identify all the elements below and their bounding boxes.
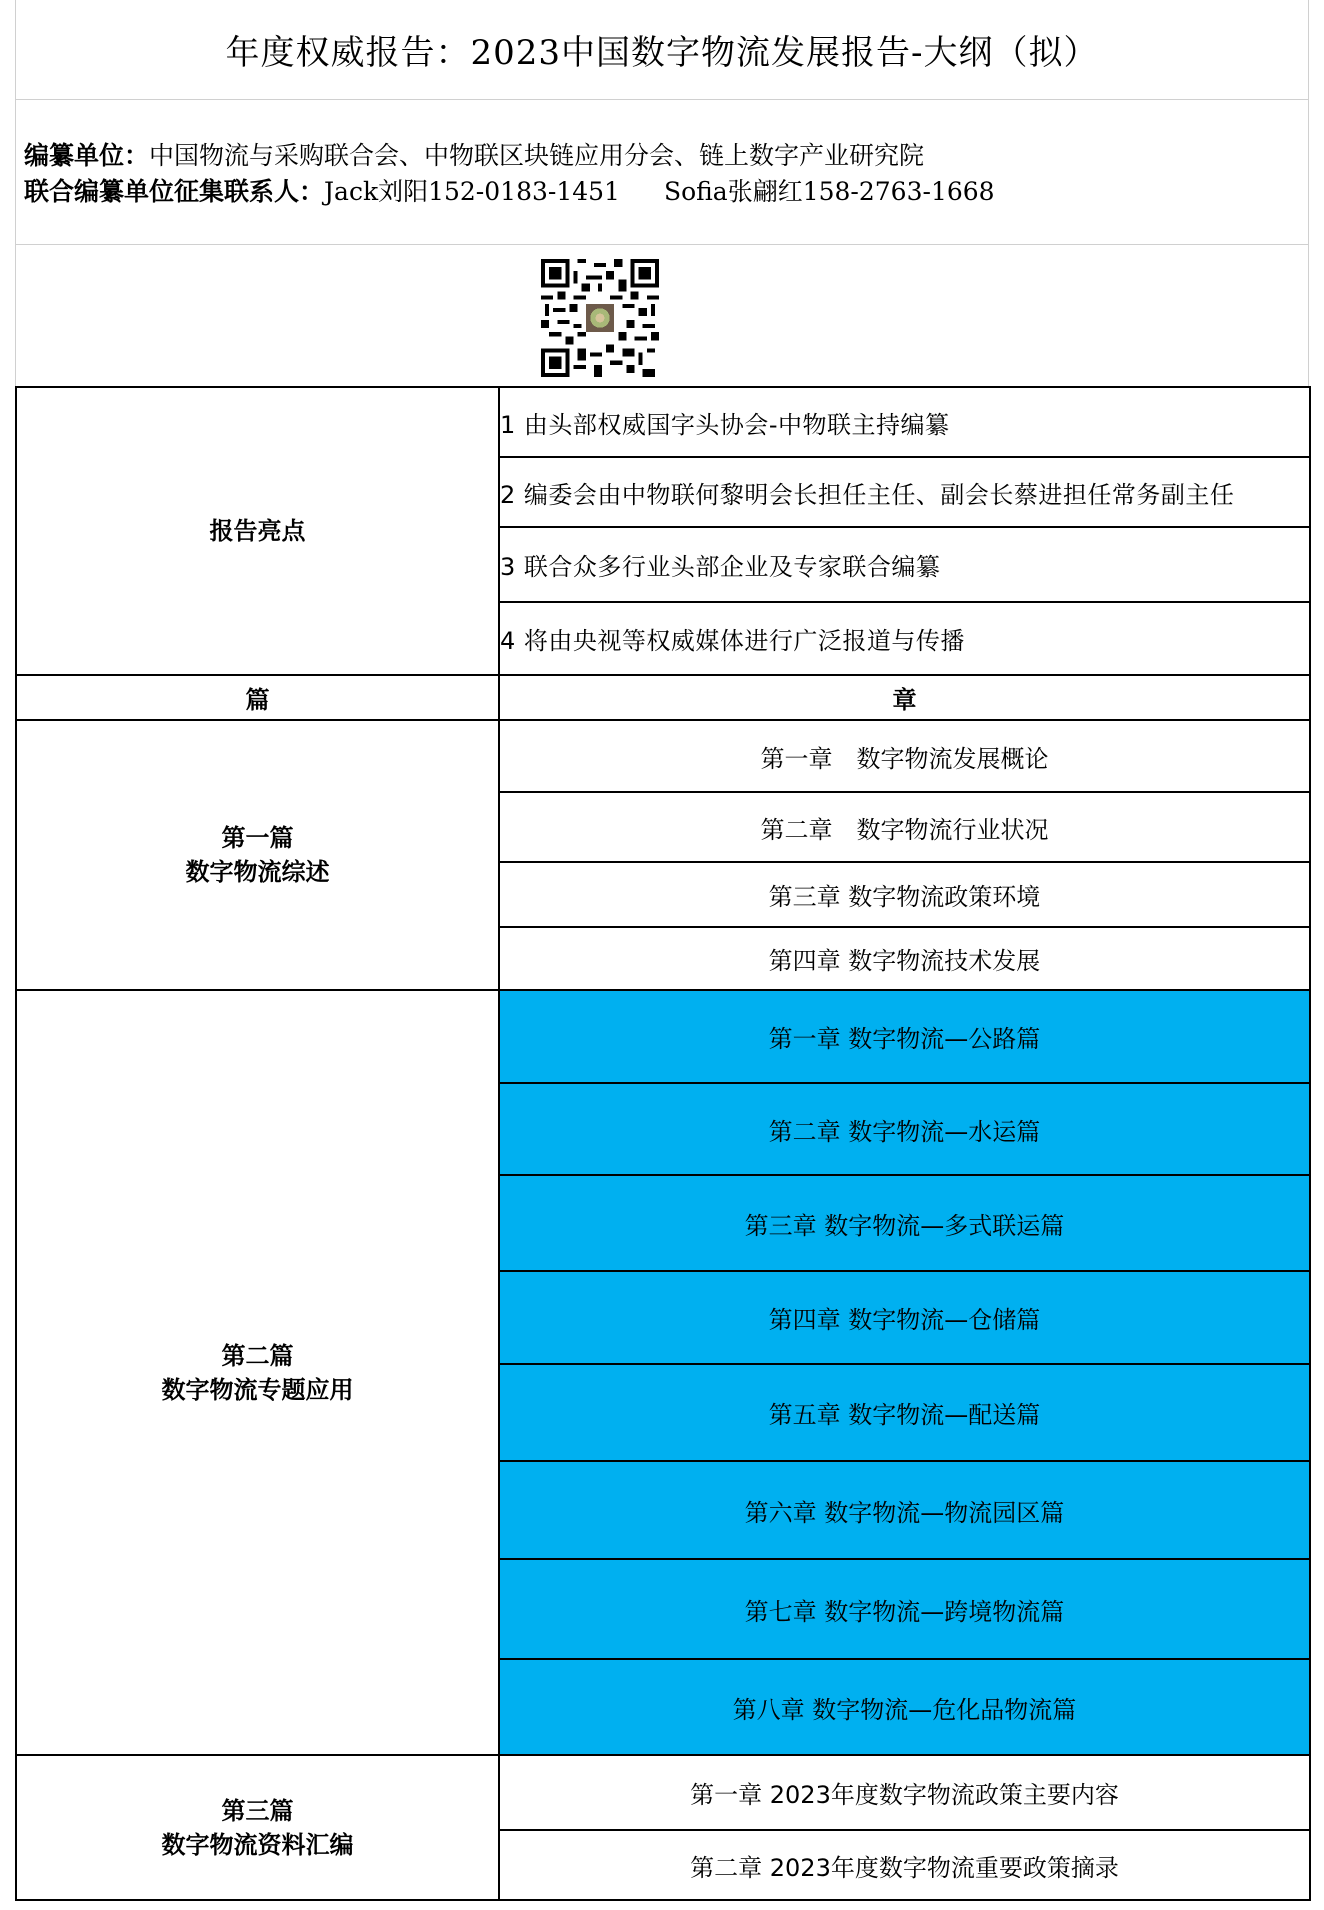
highlight-item-4: 4 将由央视等权威媒体进行广泛报道与传播 — [499, 602, 1310, 675]
part-2-cell — [16, 990, 499, 1755]
outline-table — [15, 386, 1311, 1901]
part-3-number: 第三篇 — [221, 1796, 294, 1825]
part-1-cell — [16, 720, 499, 990]
part-2-chapter-4: 第四章 数字物流—仓储篇 — [499, 1271, 1310, 1364]
column-header-part: 篇 — [16, 675, 499, 720]
part-2-chapter-5: 第五章 数字物流—配送篇 — [499, 1364, 1310, 1461]
part-2-chapter-6: 第六章 数字物流—物流园区篇 — [499, 1461, 1310, 1559]
part-3-name: 数字物流资料汇编 — [161, 1830, 354, 1859]
compiler-info — [15, 100, 1309, 245]
part-3-chapter-1: 第一章 2023年度数字物流政策主要内容 — [499, 1755, 1310, 1830]
highlight-item-1: 1 由头部权威国字头协会-中物联主持编纂 — [499, 387, 1310, 457]
table-row — [16, 720, 1310, 792]
table-row — [16, 1755, 1310, 1830]
column-header-row — [16, 675, 1310, 720]
part-2-chapter-2: 第二章 数字物流—水运篇 — [499, 1083, 1310, 1175]
part-1-chapter-3: 第三章 数字物流政策环境 — [499, 862, 1310, 927]
part-2-chapter-7: 第七章 数字物流—跨境物流篇 — [499, 1559, 1310, 1659]
column-header-chapter: 章 — [499, 675, 1310, 720]
part-1-chapter-1: 第一章 数字物流发展概论 — [499, 720, 1310, 792]
contacts-label: 联合编纂单位征集联系人： — [24, 177, 325, 206]
highlight-item-3: 3 联合众多行业头部企业及专家联合编纂 — [499, 527, 1310, 602]
table-row — [16, 990, 1310, 1083]
part-1-chapter-2: 第二章 数字物流行业状况 — [499, 792, 1310, 862]
document-frame — [15, 0, 1309, 1910]
part-1-chapter-4: 第四章 数字物流技术发展 — [499, 927, 1310, 990]
page-title: 年度权威报告：2023中国数字物流发展报告-大纲（拟） — [15, 0, 1309, 100]
part-2-chapter-8: 第八章 数字物流—危化品物流篇 — [499, 1659, 1310, 1755]
part-2-chapter-1: 第一章 数字物流—公路篇 — [499, 990, 1310, 1083]
table-row — [16, 387, 1310, 457]
contact-sofia: Sofia张翩红158-2763-1668 — [663, 177, 995, 206]
qr-row — [15, 245, 1309, 387]
part-3-cell — [16, 1755, 499, 1900]
compiler-value: 中国物流与采购联合会、中物联区块链应用分会、链上数字产业研究院 — [149, 141, 925, 170]
qr-code-icon[interactable] — [541, 259, 659, 377]
contact-jack: Jack刘阳152-0183-1451 — [324, 177, 620, 206]
part-2-name: 数字物流专题应用 — [161, 1375, 354, 1404]
highlights-label: 报告亮点 — [16, 387, 499, 675]
part-2-chapter-3: 第三章 数字物流—多式联运篇 — [499, 1175, 1310, 1271]
part-1-name: 数字物流综述 — [185, 858, 330, 886]
part-3-chapter-2: 第二章 2023年度数字物流重要政策摘录 — [499, 1830, 1310, 1900]
contacts-line — [24, 174, 1308, 210]
part-1-number: 第一篇 — [221, 824, 294, 852]
part-2-number: 第二篇 — [221, 1341, 294, 1370]
compiler-label: 编纂单位： — [24, 141, 150, 170]
compiler-line — [24, 138, 1308, 174]
highlight-item-2: 2 编委会由中物联何黎明会长担任主任、副会长蔡进担任常务副主任 — [499, 457, 1310, 527]
